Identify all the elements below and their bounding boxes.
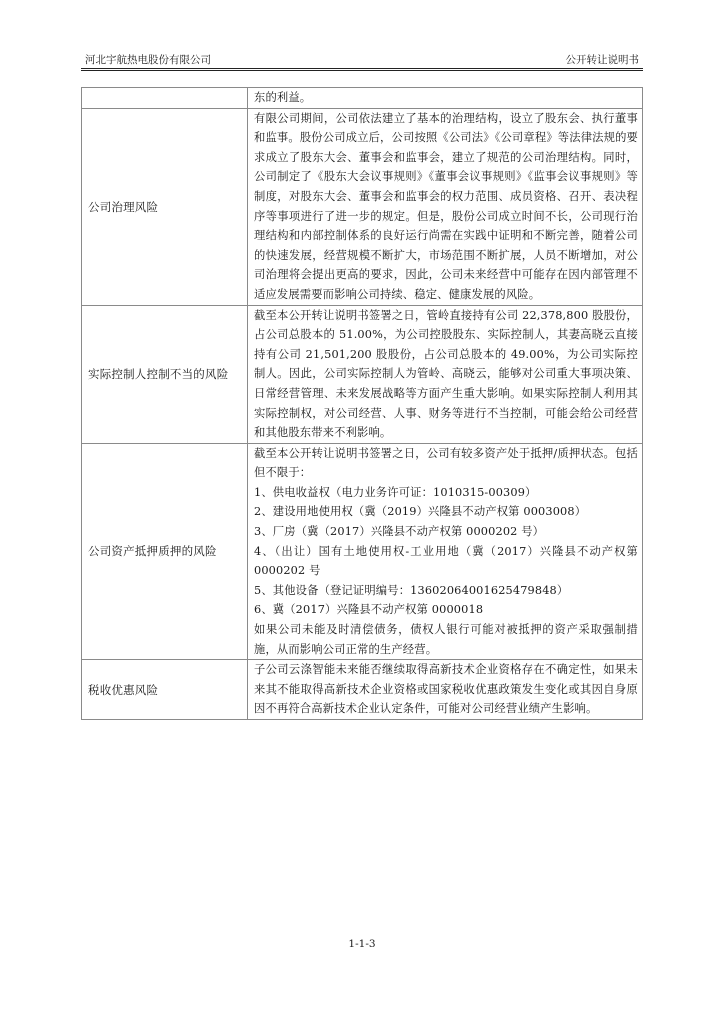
table-row	[82, 88, 643, 109]
table-row	[82, 108, 643, 305]
risk-label: 实际控制人控制不当的风险	[82, 305, 248, 443]
table-row	[82, 305, 643, 443]
risk-label: 税收优惠风险	[82, 660, 248, 720]
risk-description	[248, 660, 643, 720]
risk-description	[248, 305, 643, 443]
list-item: 3、厂房（冀（2017）兴隆县不动产权第 0000202 号）	[254, 525, 545, 539]
company-name: 河北宇航热电股份有限公司	[85, 54, 211, 66]
risk-description	[248, 443, 643, 660]
risk-description	[248, 88, 643, 109]
risk-paragraph: 东的利益。	[254, 91, 312, 104]
page-number: 1-1-3	[348, 938, 376, 950]
risk-label: 公司治理风险	[82, 108, 248, 305]
risk-table	[81, 87, 643, 720]
table-row	[82, 660, 643, 720]
risk-paragraph: 截至本公开转让说明书签署之日，管岭直接持有公司 22,378,800 股股份，占公司总股本的 51.00%，为公司控股股东、实际控制人，其妻高晓云直接持有公司 21,501,200 股股份，占公司总股本的 49.00%，为公司实际控制人。因此，公司实际控制人为管岭、高晓云，能够对公司重大事项决策、日常经营管理、未来发展战略等方面产生重大影响。如果实际控制人利用其实际控制权，对公司经营、人事、财务等进行不当控制，可能会给公司经营和其他股东带来不利影响。	[254, 308, 638, 440]
list-item: 2、建设用地使用权（冀（2019）兴隆县不动产权第 0003008）	[254, 505, 587, 519]
list-item: 6、冀（2017）兴隆县不动产权第 0000018	[254, 603, 484, 617]
list-item: 4、（出让）国有土地使用权-工业用地（冀（2017）兴隆县不动产权第 0000202 号	[254, 544, 638, 578]
risk-paragraph: 如果公司未能及时清偿债务，债权人银行可能对被抵押的资产采取强制措施，从而影响公司正常的生产经营。	[254, 623, 638, 656]
risk-description	[248, 108, 643, 305]
page-header	[81, 52, 643, 68]
header-rule	[81, 68, 643, 69]
risk-paragraph: 有限公司期间，公司依法建立了基本的治理结构，设立了股东会、执行董事和监事。股份公司成立后，公司按照《公司法》《公司章程》等法律法规的要求成立了股东大会、董事会和监事会，建立了规范的公司治理结构。同时，公司制定了《股东大会议事规则》《董事会议事规则》《监事会议事规则》等制度，对股东大会、董事会和监事会的权力范围、成员资格、召开、表决程序等事项进行了进一步的规定。但是，股份公司成立时间不长，公司现行治理结构和内部控制体系的良好运行尚需在实践中证明和不断完善，随着公司的快速发展，经营规模不断扩大，市场范围不断扩展，人员不断增加，对公司治理将会提出更高的要求，因此，公司未来经营中可能存在因内部管理不适应发展需要而影响公司持续、稳定、健康发展的风险。	[254, 111, 638, 301]
header-rule	[81, 70, 643, 71]
risk-label: 公司资产抵押质押的风险	[82, 443, 248, 660]
risk-paragraph: 子公司云涤智能未来能否继续取得高新技术企业资格存在不确定性，如果未来其不能取得高新技术企业资格或国家税收优惠政策发生变化或其因自身原因不再符合高新技术企业认定条件，可能对公司经营业绩产生影响。	[254, 663, 638, 716]
list-item: 1、供电收益权（电力业务许可证：1010315-00309）	[254, 485, 537, 499]
document-title: 公开转让说明书	[565, 54, 639, 66]
risk-label	[82, 88, 248, 109]
table-row	[82, 443, 643, 660]
list-item: 5、其他设备（登记证明编号：13602064001625479848）	[254, 583, 569, 597]
risk-paragraph: 截至本公开转让说明书签署之日，公司有较多资产处于抵押/质押状态。包括但不限于：	[254, 446, 638, 480]
